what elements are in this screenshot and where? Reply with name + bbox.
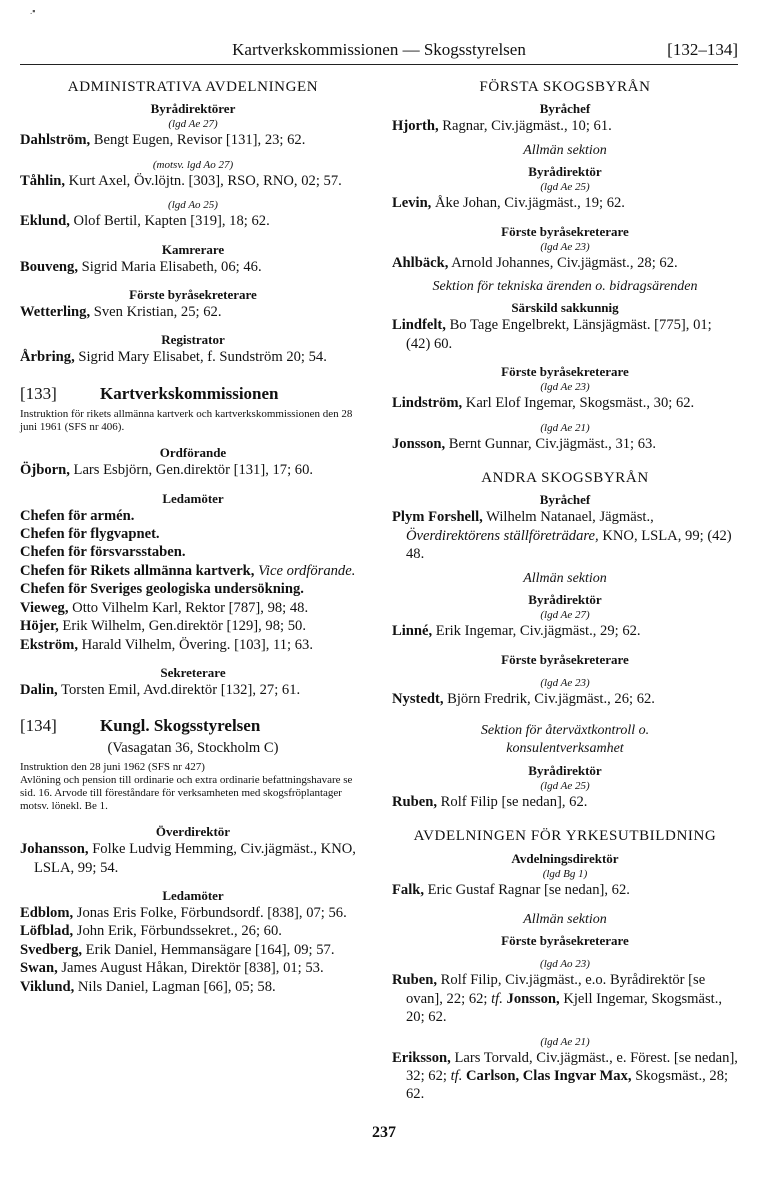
section-heading: AVDELNINGEN FÖR YRKESUTBILDNING	[413, 828, 717, 845]
header-range: [132–134]	[667, 40, 738, 59]
entry: Tåhlin, Kurt Axel, Öv.löjtn. [303], RSO, RNO, 02; 57.	[20, 172, 342, 189]
role-heading: Byrådirektörer	[150, 101, 236, 117]
grade-note: (lgd Ae 27)	[168, 118, 218, 131]
page-number: 237	[372, 1124, 396, 1141]
entry: Bouveng, Sigrid Maria Elisabeth, 06; 46.	[20, 258, 262, 275]
address: (Vasagatan 36, Stockholm C)	[107, 739, 279, 756]
entry: Öjborn, Lars Esbjörn, Gen.direktör [131], 17; 60.	[20, 462, 314, 479]
role-heading: Förste byråsekreterare	[501, 933, 629, 949]
subsection-heading: Sektion för tekniska ärenden o. bidragsärenden	[432, 279, 698, 295]
entry: Höjer, Erik Wilhelm, Gen.direktör [129], 98; 50.	[20, 618, 306, 635]
subsection-heading: Allmän sektion	[523, 142, 607, 158]
grade-note: (lgd Ae 21)	[540, 421, 590, 434]
entry: Vieweg, Otto Vilhelm Karl, Rektor [787], 98; 48.	[20, 599, 309, 616]
member: Chefen för försvarsstaben.	[20, 544, 186, 561]
grade-note: (lgd Ae 23)	[540, 381, 590, 394]
role-heading: Byrådirektör	[528, 164, 602, 180]
entry: Linné, Erik Ingemar, Civ.jägmäst., 29; 62.	[392, 623, 641, 640]
entry: Ekström, Harald Vilhelm, Övering. [103], 11; 63.	[20, 636, 313, 653]
grade-note: (lgd Ae 25)	[540, 779, 590, 792]
role-heading: Kamrerare	[161, 241, 225, 257]
section-134	[20, 717, 366, 996]
subsection-heading: Sektion för återväxtkontroll o. konsulentverksamhet	[480, 722, 650, 757]
role-heading: Förste byråsekreterare	[129, 287, 257, 303]
grade-note: (lgd Ao 23)	[540, 958, 590, 971]
role-heading: Förste byråsekreterare	[501, 651, 629, 667]
section-heading: FÖRSTA SKOGSBYRÅN	[479, 79, 651, 95]
instruction-note: Avlöning och pension till ordinarie och extra ordinarie befattningshavare se sid. 16. Arvode till föreståndare för verksamheten med skogsfröplantager motsv. lönekl. Be 1.	[20, 774, 353, 813]
member: Chefen för flygvapnet.	[20, 526, 160, 543]
entry: Edblom, Jonas Eris Folke, Förbundsordf. [838], 07; 56.	[20, 904, 347, 921]
role-heading: Sekreterare	[160, 664, 226, 680]
role-heading: Avdelningsdirektör	[511, 850, 619, 866]
second-bureau-section	[392, 469, 738, 811]
subsection-heading: Allmän sektion	[523, 570, 607, 586]
grade-note: (lgd Ae 23)	[540, 676, 590, 689]
member: Chefen för armén.	[20, 507, 135, 524]
role-heading: Ledamöter	[162, 887, 224, 903]
entry: Johansson, Folke Ludvig Hemming, Civ.jägmäst., KNO, LSLA, 99; 54.	[20, 841, 356, 876]
chapter-number: [134]	[20, 716, 57, 736]
entry: Lindström, Karl Elof Ingemar, Skogsmäst., 30; 62.	[392, 395, 695, 412]
header-title: Kartverkskommissionen — Skogsstyrelsen	[232, 40, 526, 59]
entry: Plym Forshell, Wilhelm Natanael, Jägmäst., Överdirektörens ställföreträdare, KNO, LSLA, 99; (42) 48.	[392, 509, 732, 563]
entry: Nystedt, Björn Fredrik, Civ.jägmäst., 26; 62.	[392, 690, 655, 707]
chapter-name: Kartverkskommissionen	[100, 383, 279, 403]
admin-section	[20, 78, 366, 367]
entry: Hjorth, Ragnar, Civ.jägmäst., 10; 61.	[392, 118, 612, 135]
chapter-heading	[20, 385, 366, 404]
entry: Swan, James August Håkan, Direktör [838], 01; 53.	[20, 960, 324, 977]
entry: Löfblad, John Erik, Förbundssekret., 26; 60.	[20, 923, 282, 940]
role-heading: Byrådirektör	[528, 762, 602, 778]
instruction-note: Instruktion för rikets allmänna kartverk och kartverkskommissionen den 28 juni 1961 (SFS nr 406).	[20, 408, 353, 434]
member: Chefen för Rikets allmänna kartverk, Vice ordförande.	[20, 562, 356, 579]
entry: Falk, Eric Gustaf Ragnar [se nedan], 62.	[392, 881, 630, 898]
entry: Dalin, Torsten Emil, Avd.direktör [132], 27; 61.	[20, 681, 301, 698]
entry: Årbring, Sigrid Mary Elisabet, f. Sundström 20; 54.	[20, 349, 327, 366]
role-heading: Byråchef	[539, 492, 591, 508]
section-133	[20, 385, 366, 699]
entry: Eriksson, Lars Torvald, Civ.jägmäst., e. Förest. [se nedan], 32; 62; tf. Carlson, Clas Ingvar Max, Skogsmäst., 28; 62.	[392, 1049, 738, 1103]
vocational-section	[392, 827, 738, 1104]
grade-note: (lgd Ae 21)	[540, 1035, 590, 1048]
instruction-note: Instruktion den 28 juni 1962 (SFS nr 427)	[20, 761, 205, 774]
section-heading: ADMINISTRATIVA AVDELNINGEN	[67, 79, 319, 95]
role-heading: Ledamöter	[162, 490, 224, 506]
scan-mark: .▪	[30, 6, 36, 16]
entry: Viklund, Nils Daniel, Lagman [66], 05; 58.	[20, 978, 276, 995]
grade-note: (lgd Ao 25)	[168, 199, 218, 212]
role-heading: Förste byråsekreterare	[501, 223, 629, 239]
entry: Levin, Åke Johan, Civ.jägmäst., 19; 62.	[392, 195, 625, 212]
role-heading: Byrådirektör	[528, 592, 602, 608]
role-heading: Registrator	[161, 332, 225, 348]
entry: Dahlström, Bengt Eugen, Revisor [131], 23; 62.	[20, 132, 306, 149]
chapter-name: Kungl. Skogsstyrelsen	[100, 716, 261, 736]
entry: Eklund, Olof Bertil, Kapten [319], 18; 62.	[20, 213, 270, 230]
entry: Ahlbäck, Arnold Johannes, Civ.jägmäst., 28; 62.	[392, 254, 678, 271]
grade-note: (motsv. lgd Ao 27)	[152, 158, 234, 171]
role-heading: Ordförande	[159, 445, 227, 461]
grade-note: (lgd Ae 25)	[540, 181, 590, 194]
entry: Svedberg, Erik Daniel, Hemmansägare [164], 09; 57.	[20, 941, 335, 958]
role-heading: Särskild sakkunnig	[511, 300, 619, 316]
entry: Ruben, Rolf Filip [se nedan], 62.	[392, 793, 588, 810]
first-bureau-section	[392, 78, 738, 453]
grade-note: (lgd Bg 1)	[542, 867, 588, 880]
grade-note: (lgd Ae 23)	[540, 240, 590, 253]
entry: Lindfelt, Bo Tage Engelbrekt, Länsjägmäst. [775], 01; (42) 60.	[392, 317, 712, 352]
role-heading: Byråchef	[539, 101, 591, 117]
right-column	[392, 78, 738, 1104]
role-heading: Förste byråsekreterare	[501, 364, 629, 380]
entry: Ruben, Rolf Filip, Civ.jägmäst., e.o. Byrådirektör [se ovan], 22; 62; tf. Jonsson, Kjell Ingemar, Skogsmäst., 20; 62.	[392, 972, 723, 1026]
subsection-heading: Allmän sektion	[523, 911, 607, 927]
section-heading: ANDRA SKOGSBYRÅN	[481, 470, 649, 487]
running-header	[20, 38, 738, 65]
left-column	[20, 78, 366, 996]
role-heading: Överdirektör	[155, 824, 231, 840]
chapter-heading	[20, 717, 366, 736]
member: Chefen för Sveriges geologiska undersökning.	[20, 581, 304, 598]
chapter-number: [133]	[20, 383, 57, 403]
entry: Wetterling, Sven Kristian, 25; 62.	[20, 304, 222, 321]
grade-note: (lgd Ae 27)	[540, 609, 590, 622]
entry: Jonsson, Bernt Gunnar, Civ.jägmäst., 31; 63.	[392, 435, 657, 452]
